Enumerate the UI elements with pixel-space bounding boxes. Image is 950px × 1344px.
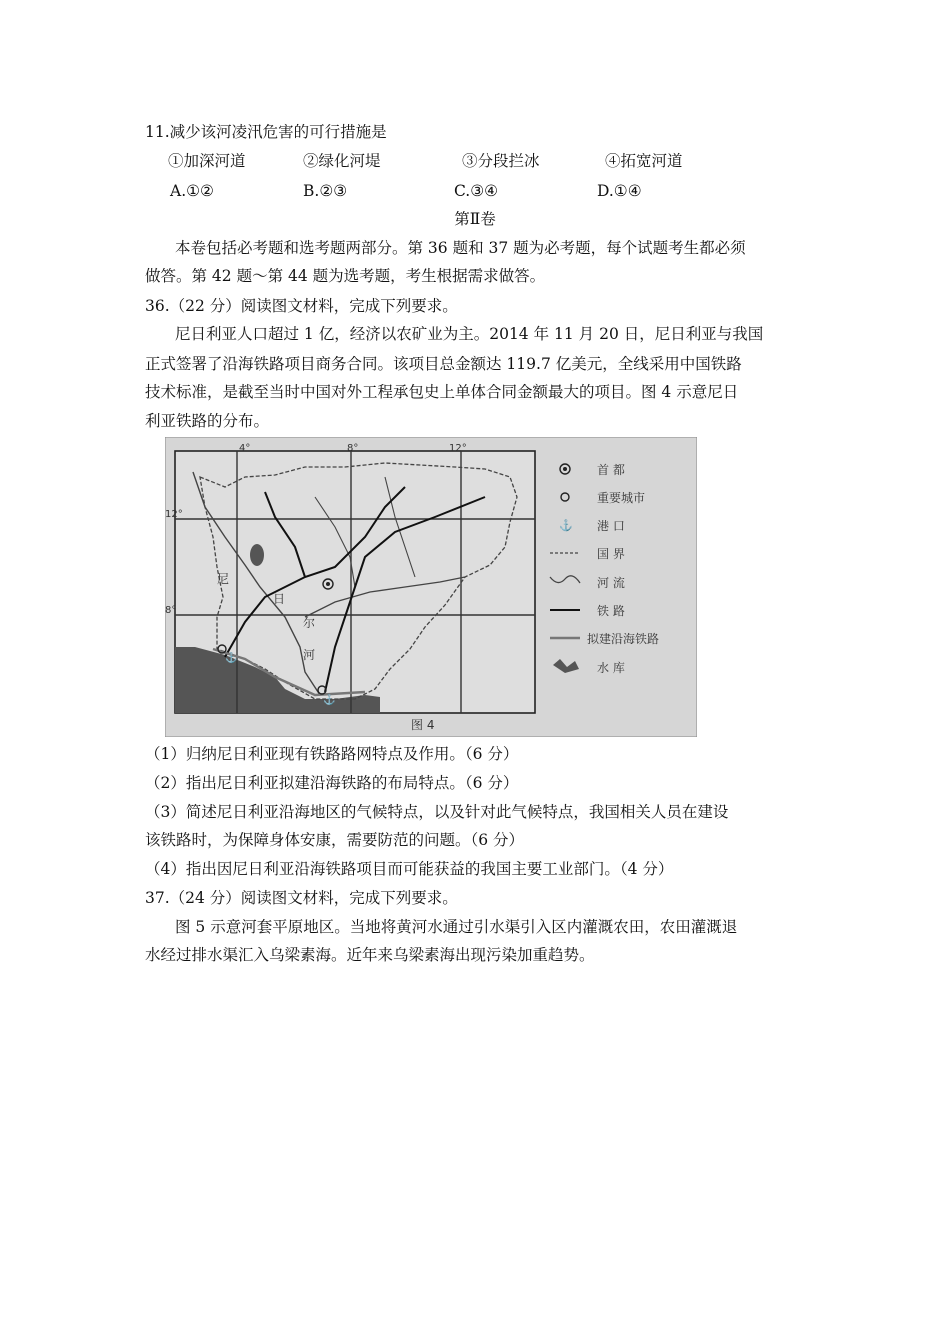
svg-text:⚓: ⚓ [225,653,238,664]
q36-question-4: （4）指出因尼日利亚沿海铁路项目而可能获益的我国主要工业部门。（4 分） [145,860,674,878]
legend-reservoir: 水 库 [597,661,625,675]
q36-material-4: 利亚铁路的分布。 [145,412,270,430]
q11-item-2: ②绿化河堤 [303,152,381,170]
q11-item-3: ③分段拦冰 [462,152,540,170]
q36-question-1: （1）归纳尼日利亚现有铁路路网特点及作用。（6 分） [145,745,519,763]
q11-choice-c: C.③④ [454,182,499,200]
q37-material-2: 水经过排水渠汇入乌梁素海。近年来乌梁素海出现污染加重趋势。 [145,946,595,964]
legend-city: 重要城市 [597,491,646,505]
svg-text:⚓: ⚓ [559,519,573,532]
river-name-char-1: 尼 [217,572,230,586]
q36-question-3a: （3）简述尼日利亚沿海地区的气候特点，以及针对此气候特点，我国相关人员在建设 [145,803,729,821]
q36-question-3b: 该铁路时，为保障身体安康，需要防范的问题。（6 分） [145,831,525,849]
lon-label-8: 8° [347,443,359,454]
lon-label-12: 12° [449,443,467,454]
intro-line-2: 做答。第 42 题～第 44 题为选考题，考生根据需求做答。 [145,267,546,285]
q11-item-1: ①加深河道 [168,152,246,170]
legend-railway: 铁 路 [597,604,625,618]
q37-material-1: 图 5 示意河套平原地区。当地将黄河水通过引水渠引入区内灌溉农田，农田灌溉退 [175,918,738,936]
river-name-char-2: 日 [273,592,286,606]
nigeria-railway-map [165,437,697,737]
svg-text:⚓: ⚓ [323,695,336,706]
legend-capital: 首 都 [597,463,625,477]
q11-choice-a: A.①② [170,182,214,200]
q36-material-1: 尼日利亚人口超过 1 亿，经济以农矿业为主。2014 年 11 月 20 日，尼日利亚与我国 [175,325,764,343]
q37-stem: 37.（24 分）阅读图文材料，完成下列要求。 [145,889,458,907]
river-name-char-4: 河 [303,648,316,662]
q36-question-2: （2）指出尼日利亚拟建沿海铁路的布局特点。（6 分） [145,774,519,792]
legend-port: 港 口 [597,519,625,533]
intro-line-1: 本卷包括必考题和选考题两部分。第 36 题和 37 题为必考题，每个试题考生都必须 [175,239,746,257]
legend-river: 河 流 [597,576,625,590]
lat-label-8: 8° [165,605,177,616]
river-name-char-3: 尔 [303,616,316,630]
q36-material-2: 正式签署了沿海铁路项目商务合同。该项目总金额达 119.7 亿美元，全线采用中国铁路 [145,355,742,373]
q11-stem: 11.减少该河凌汛危害的可行措施是 [145,123,387,141]
section-title: 第Ⅱ卷 [454,210,496,228]
q11-choice-d: D.①④ [597,182,642,200]
figure-caption: 图 4 [411,718,435,732]
q36-stem: 36.（22 分）阅读图文材料，完成下列要求。 [145,297,458,315]
legend-border: 国 界 [597,547,625,561]
q36-material-3: 技术标准，是截至当时中国对外工程承包史上单体合同金额最大的项目。图 4 示意尼日 [145,383,739,401]
lon-label-4: 4° [239,443,251,454]
legend-proposed-railway: 拟建沿海铁路 [587,632,660,646]
q11-item-4: ④拓宽河道 [605,152,683,170]
lat-label-12: 12° [165,509,183,520]
q11-choice-b: B.②③ [303,182,348,200]
